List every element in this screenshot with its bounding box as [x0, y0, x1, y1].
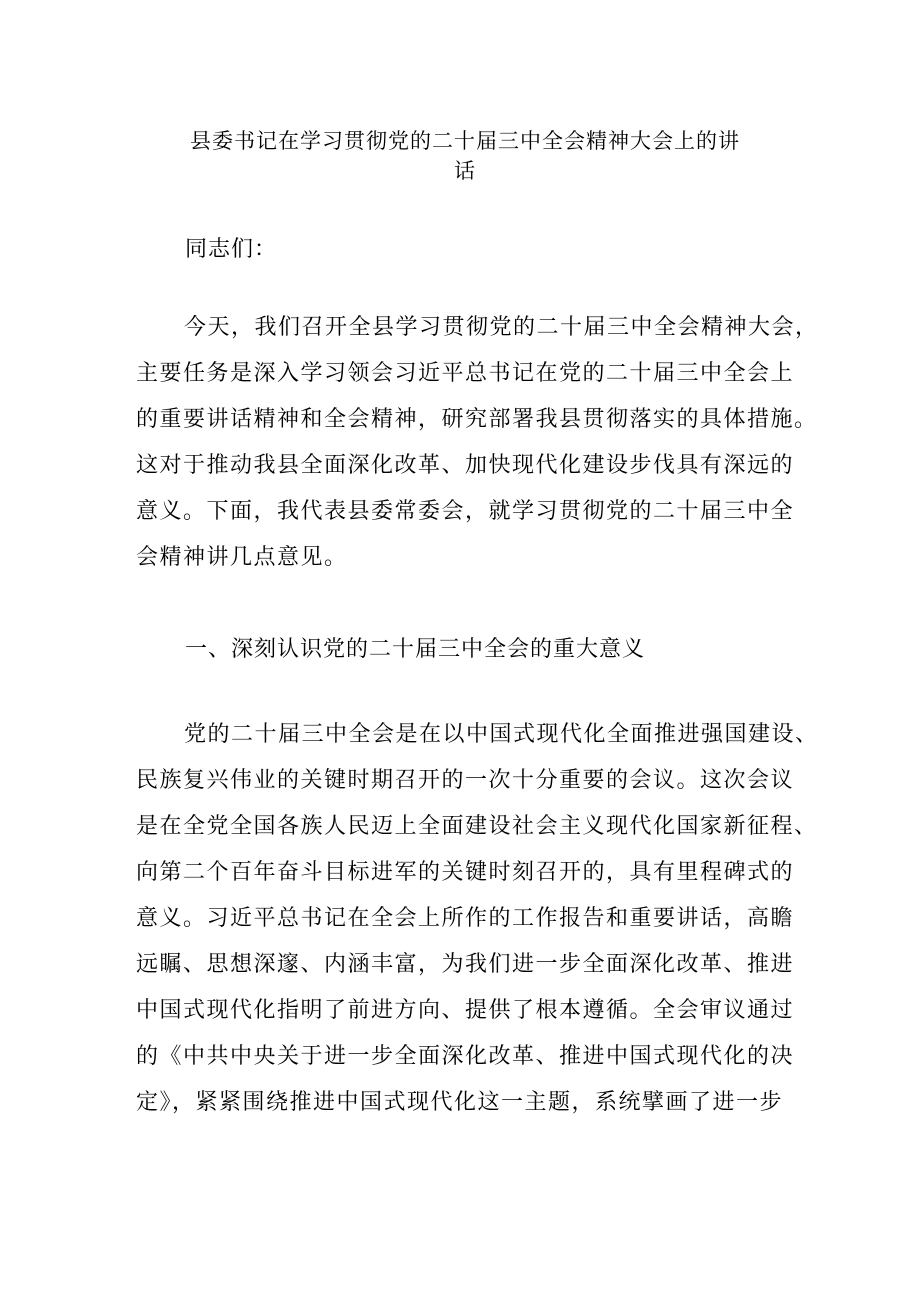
paragraph-intro [136, 305, 819, 581]
paragraph-line: 的重要讲话精神和全会精神，研究部署我县贯彻落实的具体措施。 [136, 407, 818, 432]
paragraph-line: 这对于推动我县全面深化改革、加快现代化建设步伐具有深远的 [136, 453, 795, 478]
paragraph-line: 今天，我们召开全县学习贯彻党的二十届三中全会精神大会， [184, 315, 819, 340]
document-title [170, 126, 760, 186]
title-line: 县委书记在学习贯彻党的二十届三中全会精神大会上的讲 [190, 129, 740, 153]
paragraph-line: 党的二十届三中全会是在以中国式现代化全面推进强国建设、 [184, 722, 819, 747]
paragraph-line: 意义。习近平总书记在全会上所作的工作报告和重要讲话，高瞻 [136, 906, 795, 931]
salutation: 同志们： [185, 237, 278, 262]
paragraph-line: 是在全党全国各族人民迈上全面建设社会主义现代化国家新征程、 [136, 814, 818, 839]
paragraph-line: 中国式现代化指明了前进方向、提供了根本遵循。全会审议通过 [136, 998, 795, 1023]
section-heading: 一、深刻认识党的二十届三中全会的重大意义 [185, 637, 646, 662]
paragraph-line: 民族复兴伟业的关键时期召开的一次十分重要的会议。这次会议 [136, 768, 795, 793]
paragraph-line: 的《中共中央关于进一步全面深化改革、推进中国式现代化的决 [136, 1044, 795, 1069]
paragraph-line: 远瞩、思想深邃、内涵丰富，为我们进一步全面深化改革、推进 [136, 952, 795, 977]
paragraph-line: 定》，紧紧围绕推进中国式现代化这一主题，系统擘画了进一步 [136, 1090, 784, 1115]
paragraph-line: 向第二个百年奋斗目标进军的关键时刻召开的，具有里程碑式的 [136, 860, 795, 885]
paragraph-line: 主要任务是深入学习领会习近平总书记在党的二十届三中全会上 [136, 361, 795, 386]
paragraph-line: 意义。下面，我代表县委常委会，就学习贯彻党的二十届三中全 [136, 499, 795, 524]
paragraph-line: 会精神讲几点意见。 [136, 545, 348, 570]
title-line: 话 [454, 159, 476, 183]
paragraph-section1 [136, 712, 819, 1126]
